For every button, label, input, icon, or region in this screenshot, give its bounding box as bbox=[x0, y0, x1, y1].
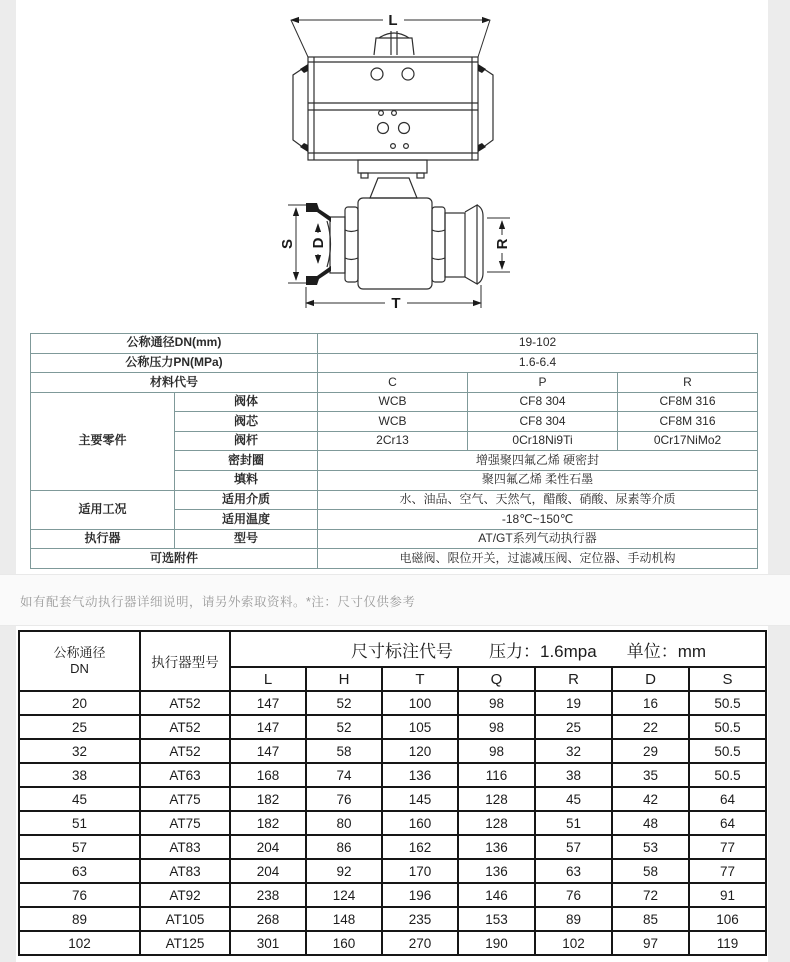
dim-table-row bbox=[19, 715, 766, 739]
dim-table-row bbox=[19, 787, 766, 811]
spec-stem-p: 0Cr18Ni9Ti bbox=[468, 431, 618, 451]
dim-table-cell: 97 bbox=[612, 931, 689, 955]
dim-table-cell: 98 bbox=[458, 715, 535, 739]
dim-table-cell: 190 bbox=[458, 931, 535, 955]
dim-table-cell: 64 bbox=[689, 811, 766, 835]
dim-table-cell: 76 bbox=[306, 787, 382, 811]
spec-dn-value: 19-102 bbox=[318, 334, 758, 354]
dim-table-row bbox=[19, 859, 766, 883]
dim-table-cell: 53 bbox=[612, 835, 689, 859]
dim-table-cell: 147 bbox=[230, 739, 306, 763]
dim-table-cell: 268 bbox=[230, 907, 306, 931]
dim-label-s: S bbox=[279, 238, 296, 250]
dim-table-cell: 72 bbox=[612, 883, 689, 907]
spec-accessory-value: 电磁阀、限位开关，过滤减压阀、定位器、手动机构 bbox=[318, 549, 758, 569]
dim-table-cell: 147 bbox=[230, 691, 306, 715]
dim-table-cell: AT63 bbox=[140, 763, 230, 787]
dim-table-row bbox=[19, 763, 766, 787]
dim-table-row bbox=[19, 907, 766, 931]
table-row bbox=[31, 353, 758, 373]
spec-medium-label: 适用介质 bbox=[175, 490, 318, 510]
dim-table-cell: 204 bbox=[230, 859, 306, 883]
dim-table-cell: 48 bbox=[612, 811, 689, 835]
dim-col-r: R bbox=[535, 667, 612, 691]
ball-valve-drawing bbox=[306, 160, 483, 289]
dim-table-cell: 58 bbox=[612, 859, 689, 883]
spec-accessory-label: 可选附件 bbox=[31, 549, 318, 569]
dim-table-cell: 50.5 bbox=[689, 691, 766, 715]
dim-table-unit: 单位：mm bbox=[626, 641, 707, 661]
dim-table-cell: 170 bbox=[382, 859, 458, 883]
spec-material-label: 材料代号 bbox=[31, 373, 318, 393]
spec-condition-label: 适用工况 bbox=[31, 490, 175, 529]
dim-table-cell: 20 bbox=[19, 691, 140, 715]
dim-label-t: T bbox=[391, 295, 401, 312]
dim-table-cell: 102 bbox=[535, 931, 612, 955]
spec-stem-c: 2Cr13 bbox=[318, 431, 468, 451]
spec-core-p: CF8 304 bbox=[468, 412, 618, 432]
spec-packing-value: 聚四氟乙烯 柔性石墨 bbox=[318, 471, 758, 491]
dim-table-row bbox=[19, 691, 766, 715]
spec-core-r: CF8M 316 bbox=[618, 412, 758, 432]
spec-temp-value: -18℃~150℃ bbox=[318, 510, 758, 530]
dim-table-cell: AT75 bbox=[140, 811, 230, 835]
pneumatic-actuator-drawing bbox=[293, 31, 493, 160]
dim-table-title: 尺寸标注代号 bbox=[351, 641, 453, 661]
footnote-bar bbox=[0, 574, 790, 626]
dim-table-cell: 120 bbox=[382, 739, 458, 763]
dim-table-cell: AT125 bbox=[140, 931, 230, 955]
dim-table-row bbox=[19, 931, 766, 955]
dim-table-cell: 124 bbox=[306, 883, 382, 907]
dim-table-cell: 235 bbox=[382, 907, 458, 931]
dim-table-cell: AT92 bbox=[140, 883, 230, 907]
spec-core-c: WCB bbox=[318, 412, 468, 432]
spec-material-r: R bbox=[618, 373, 758, 393]
dim-col-dn-header bbox=[19, 631, 140, 691]
dim-table-cell: 52 bbox=[306, 715, 382, 739]
spec-body-label: 阀体 bbox=[175, 392, 318, 412]
dim-table-cell: 91 bbox=[689, 883, 766, 907]
dim-col-actuator-header: 执行器型号 bbox=[140, 631, 230, 691]
dn-header-line1: 公称通径 bbox=[53, 644, 106, 660]
spec-core-label: 阀芯 bbox=[175, 412, 318, 432]
dim-table-cell: AT83 bbox=[140, 835, 230, 859]
spec-material-c: C bbox=[318, 373, 468, 393]
dim-table-cell: 50.5 bbox=[689, 763, 766, 787]
spec-packing-label: 填料 bbox=[175, 471, 318, 491]
table-row bbox=[31, 392, 758, 412]
dim-table-cell: 270 bbox=[382, 931, 458, 955]
dim-table-row bbox=[19, 883, 766, 907]
spec-material-p: P bbox=[468, 373, 618, 393]
spec-actuator-label: 执行器 bbox=[31, 529, 175, 549]
table-row bbox=[31, 334, 758, 354]
dim-table-cell: 301 bbox=[230, 931, 306, 955]
dim-col-d: D bbox=[612, 667, 689, 691]
dim-table-pressure: 压力：1.6mpa bbox=[489, 641, 597, 661]
dim-table-cell: 100 bbox=[382, 691, 458, 715]
dim-table-cell: 145 bbox=[382, 787, 458, 811]
dim-table-cell: 58 bbox=[306, 739, 382, 763]
dim-table-cell: 64 bbox=[689, 787, 766, 811]
dim-table-cell: 35 bbox=[612, 763, 689, 787]
dim-col-h: H bbox=[306, 667, 382, 691]
dim-table-cell: 50.5 bbox=[689, 739, 766, 763]
dim-table-body bbox=[19, 691, 766, 955]
dim-table-cell: 146 bbox=[458, 883, 535, 907]
dim-table-cell: 128 bbox=[458, 811, 535, 835]
spec-model-label: 型号 bbox=[175, 529, 318, 549]
spec-model-value: AT/GT系列气动执行器 bbox=[318, 529, 758, 549]
table-row bbox=[31, 490, 758, 510]
valve-technical-drawing bbox=[0, 0, 790, 330]
dim-table-cell: AT105 bbox=[140, 907, 230, 931]
dim-table-cell: 160 bbox=[306, 931, 382, 955]
dim-table-cell: AT52 bbox=[140, 715, 230, 739]
spec-stem-r: 0Cr17NiMo2 bbox=[618, 431, 758, 451]
dim-label-l: L bbox=[388, 12, 398, 29]
dim-table-cell: 136 bbox=[458, 835, 535, 859]
dim-table-cell: 182 bbox=[230, 787, 306, 811]
dim-col-s: S bbox=[689, 667, 766, 691]
spec-medium-value: 水、油品、空气、天然气，醋酸、硝酸、尿素等介质 bbox=[318, 490, 758, 510]
dim-table-cell: 196 bbox=[382, 883, 458, 907]
dim-table-cell: 147 bbox=[230, 715, 306, 739]
dim-table-cell: 148 bbox=[306, 907, 382, 931]
dim-table-cell: AT83 bbox=[140, 859, 230, 883]
spec-stem-label: 阀杆 bbox=[175, 431, 318, 451]
dim-table-title-cell bbox=[230, 631, 766, 667]
dim-table-row bbox=[19, 835, 766, 859]
table-row bbox=[31, 373, 758, 393]
dim-table-cell: 128 bbox=[458, 787, 535, 811]
dim-table-cell: 25 bbox=[535, 715, 612, 739]
spec-body-r: CF8M 316 bbox=[618, 392, 758, 412]
dim-table-cell: 77 bbox=[689, 859, 766, 883]
dim-table-cell: 98 bbox=[458, 739, 535, 763]
dim-table-cell: 32 bbox=[535, 739, 612, 763]
dn-header-line2: DN bbox=[70, 661, 89, 676]
dim-table-cell: 80 bbox=[306, 811, 382, 835]
dim-table-row bbox=[19, 739, 766, 763]
spec-main-parts-label: 主要零件 bbox=[31, 392, 175, 490]
dim-table-cell: 77 bbox=[689, 835, 766, 859]
dim-table-cell: 63 bbox=[535, 859, 612, 883]
dim-table-cell: 85 bbox=[612, 907, 689, 931]
spec-table bbox=[30, 333, 758, 569]
dim-table-cell: 29 bbox=[612, 739, 689, 763]
dim-table-cell: 57 bbox=[19, 835, 140, 859]
dim-table-cell: 136 bbox=[382, 763, 458, 787]
dim-table-cell: 25 bbox=[19, 715, 140, 739]
dim-table-cell: 38 bbox=[535, 763, 612, 787]
dim-table-cell: 19 bbox=[535, 691, 612, 715]
spec-body-c: WCB bbox=[318, 392, 468, 412]
dim-table-cell: 51 bbox=[19, 811, 140, 835]
spec-seal-value: 增强聚四氟乙烯 硬密封 bbox=[318, 451, 758, 471]
dim-table-cell: 16 bbox=[612, 691, 689, 715]
dim-table-cell: 45 bbox=[535, 787, 612, 811]
dim-table-cell: 86 bbox=[306, 835, 382, 859]
spec-body-p: CF8 304 bbox=[468, 392, 618, 412]
dim-table-cell: 116 bbox=[458, 763, 535, 787]
dim-table-cell: AT52 bbox=[140, 691, 230, 715]
dim-table-cell: 22 bbox=[612, 715, 689, 739]
dim-table-cell: 51 bbox=[535, 811, 612, 835]
dim-table-header-row-1 bbox=[19, 631, 766, 667]
dim-table-cell: 182 bbox=[230, 811, 306, 835]
dim-table-cell: 89 bbox=[19, 907, 140, 931]
dim-table-cell: 89 bbox=[535, 907, 612, 931]
dim-table-cell: AT52 bbox=[140, 739, 230, 763]
dim-table-cell: 74 bbox=[306, 763, 382, 787]
dim-label-r: R bbox=[494, 238, 511, 250]
spec-temp-label: 适用温度 bbox=[175, 510, 318, 530]
dim-table-cell: 136 bbox=[458, 859, 535, 883]
dim-table-cell: 92 bbox=[306, 859, 382, 883]
dim-table-cell: 204 bbox=[230, 835, 306, 859]
dim-table-cell: 42 bbox=[612, 787, 689, 811]
dim-table-cell: 50.5 bbox=[689, 715, 766, 739]
dim-table-cell: 98 bbox=[458, 691, 535, 715]
footnote-text: 如有配套气动执行器详细说明，请另外索取资料。*注：尺寸仅供参考 bbox=[20, 595, 416, 609]
dim-table-cell: 162 bbox=[382, 835, 458, 859]
dim-table-cell: 168 bbox=[230, 763, 306, 787]
dim-table-cell: 32 bbox=[19, 739, 140, 763]
dim-table-row bbox=[19, 811, 766, 835]
dim-label-d: D bbox=[310, 237, 327, 249]
spec-dn-label: 公称通径DN(mm) bbox=[31, 334, 318, 354]
dim-table-cell: 76 bbox=[535, 883, 612, 907]
dim-table-cell: 45 bbox=[19, 787, 140, 811]
dim-table-cell: 238 bbox=[230, 883, 306, 907]
dim-table-cell: 105 bbox=[382, 715, 458, 739]
dim-col-q: Q bbox=[458, 667, 535, 691]
spec-pn-value: 1.6-6.4 bbox=[318, 353, 758, 373]
dim-table-cell: 106 bbox=[689, 907, 766, 931]
dim-col-l: L bbox=[230, 667, 306, 691]
table-row bbox=[31, 549, 758, 569]
spec-pn-label: 公称压力PN(MPa) bbox=[31, 353, 318, 373]
dim-table-cell: 119 bbox=[689, 931, 766, 955]
spec-seal-label: 密封圈 bbox=[175, 451, 318, 471]
dim-table-cell: 52 bbox=[306, 691, 382, 715]
table-row bbox=[31, 529, 758, 549]
dim-col-t: T bbox=[382, 667, 458, 691]
dimension-table bbox=[18, 630, 767, 956]
dim-table-cell: 160 bbox=[382, 811, 458, 835]
dim-table-cell: 57 bbox=[535, 835, 612, 859]
dim-table-cell: 38 bbox=[19, 763, 140, 787]
dim-table-cell: AT75 bbox=[140, 787, 230, 811]
dim-table-cell: 63 bbox=[19, 859, 140, 883]
dim-table-cell: 76 bbox=[19, 883, 140, 907]
dim-table-cell: 102 bbox=[19, 931, 140, 955]
dim-table-cell: 153 bbox=[458, 907, 535, 931]
